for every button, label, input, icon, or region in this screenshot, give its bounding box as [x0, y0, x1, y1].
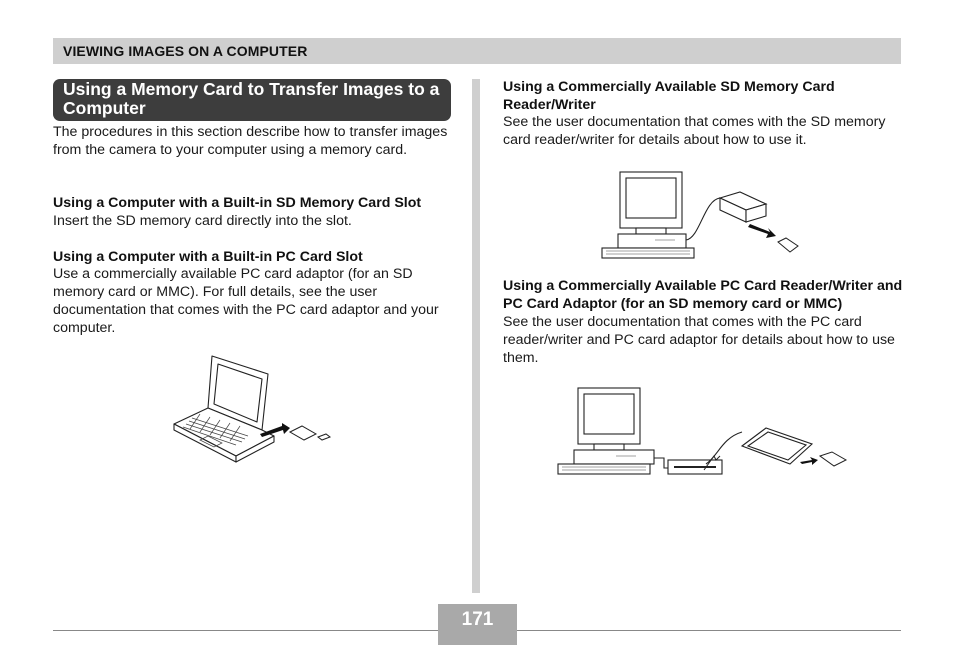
sd-reader-heading: Using a Commercially Available SD Memory Card Reader/Writer	[503, 79, 835, 113]
column-divider	[472, 79, 480, 593]
desktop-pc-reader-illustration	[556, 386, 851, 478]
pc-slot-body: Use a commercially available PC card adaptor (for an SD memory card or MMC). For full details, see the user documentation that comes with the PC card adaptor and your computer.	[53, 266, 439, 336]
sd-slot-heading: Using a Computer with a Built-in SD Memory Card Slot	[53, 195, 422, 211]
page-number: 171	[461, 609, 494, 630]
pc-reader-body: See the user documentation that comes with the PC card reader/writer and PC card adaptor for details about how to use them.	[503, 314, 895, 366]
desktop-sd-reader-illustration	[600, 170, 810, 265]
sd-reader-body: See the user documentation that comes with the SD memory card reader/writer for details about how to use it.	[503, 114, 886, 148]
intro-paragraph: The procedures in this section describe how to transfer images from the camera to your computer using a memory card.	[53, 124, 448, 158]
laptop-illustration	[170, 352, 335, 462]
page-header-bar	[53, 38, 901, 64]
sd-slot-body: Insert the SD memory card directly into the slot.	[53, 213, 352, 229]
pc-reader-heading: Using a Commercially Available PC Card Reader/Writer and PC Card Adaptor (for an SD memory card or MMC)	[503, 278, 903, 312]
pc-slot-heading: Using a Computer with a Built-in PC Card Slot	[53, 249, 363, 265]
section-title-box	[53, 79, 451, 121]
section-title: Using a Memory Card to Transfer Images to a Computer	[63, 79, 440, 118]
page-number-box	[438, 604, 517, 645]
page-header-title: VIEWING IMAGES ON A COMPUTER	[63, 43, 308, 59]
